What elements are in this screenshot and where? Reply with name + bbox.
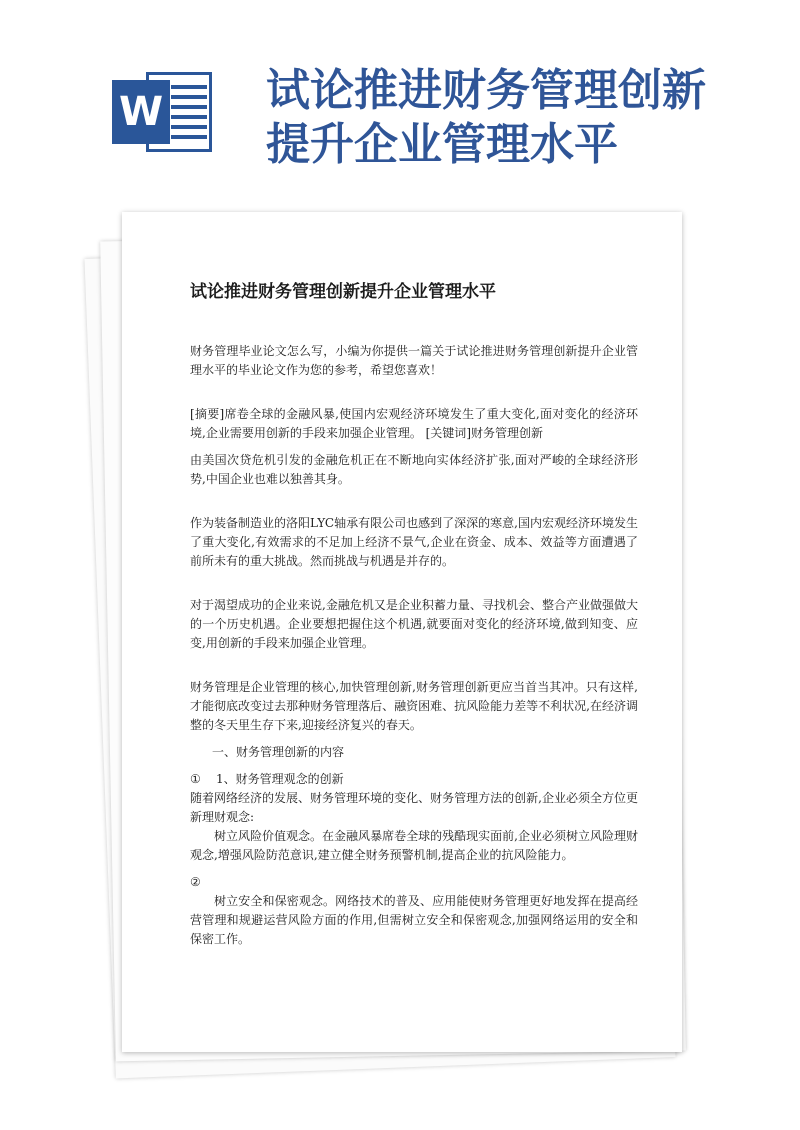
paragraph-4: 财务管理是企业管理的核心,加快管理创新,财务管理创新更应当首当其冲。只有这样,才能彻底改变过去那种财务管理落后、融资困难、抗风险能力差等不利状况,在经济调整的冬天里生存下来,迎接经济复兴的春天。 bbox=[190, 680, 638, 732]
paragraph-2: 作为装备制造业的洛阳LYC轴承有限公司也感到了深深的寒意,国内宏观经济环境发生了重大变化,有效需求的不足加上经济不景气,企业在资金、成本、效益等方面遭遇了前所未有的重大挑战。然而挑战与机遇是并存的。 bbox=[190, 516, 638, 568]
word-logo-letter: W bbox=[112, 80, 170, 144]
list-item-1-heading bbox=[190, 770, 638, 789]
list-item-2-heading bbox=[190, 873, 638, 892]
list-item-1-subtext: 树立风险价值观念。在金融风暴席卷全球的残酷现实面前,企业必须树立风险理财观念,增强风险防范意识,建立健全财务预警机制,提高企业的抗风险能力。 bbox=[190, 829, 638, 862]
list-item-1-title: 1、财务管理观念的创新 bbox=[216, 772, 344, 786]
paragraph-3: 对于渴望成功的企业来说,金融危机又是企业积蓄力量、寻找机会、整合产业做强做大的一个历史机遇。企业要想把握住这个机遇,就要面对变化的经济环境,做到知变、应变,用创新的手段来加强企业管理。 bbox=[190, 598, 638, 650]
paragraph-1: 由美国次贷危机引发的金融危机正在不断地向实体经济扩张,面对严峻的全球经济形势,中国企业也难以独善其身。 bbox=[190, 453, 638, 486]
list-item-1-text: 随着网络经济的发展、财务管理环境的变化、财务管理方法的创新,企业必须全方位更新理财观念: bbox=[190, 791, 638, 824]
list-item-2-subtext: 树立安全和保密观念。网络技术的普及、应用能使财务管理更好地发挥在提高经营管理和规避运营风险方面的作用,但需树立安全和保密观念,加强网络运用的安全和保密工作。 bbox=[190, 894, 638, 946]
document-content bbox=[190, 280, 638, 957]
circled-number-2: ② bbox=[190, 875, 201, 889]
word-document-icon bbox=[112, 70, 214, 154]
document-title: 试论推进财务管理创新提升企业管理水平 bbox=[190, 282, 496, 302]
banner-title-line-2: 提升企业管理水平 bbox=[266, 119, 618, 170]
banner-title bbox=[266, 64, 726, 172]
section-heading: 一、财务管理创新的内容 bbox=[212, 745, 345, 759]
banner-title-line-1: 试论推进财务管理创新 bbox=[266, 65, 706, 116]
circled-number-1: ① bbox=[190, 772, 201, 786]
abstract-paragraph: [摘要]席卷全球的金融风暴,使国内宏观经济环境发生了重大变化,面对变化的经济环境,企业需要用创新的手段来加强企业管理。 [关键词]财务管理创新 bbox=[190, 407, 638, 440]
intro-paragraph: 财务管理毕业论文怎么写，小编为你提供一篇关于试论推进财务管理创新提升企业管理水平的毕业论文作为您的参考，希望您喜欢！ bbox=[190, 344, 638, 377]
banner-header bbox=[0, 0, 800, 200]
